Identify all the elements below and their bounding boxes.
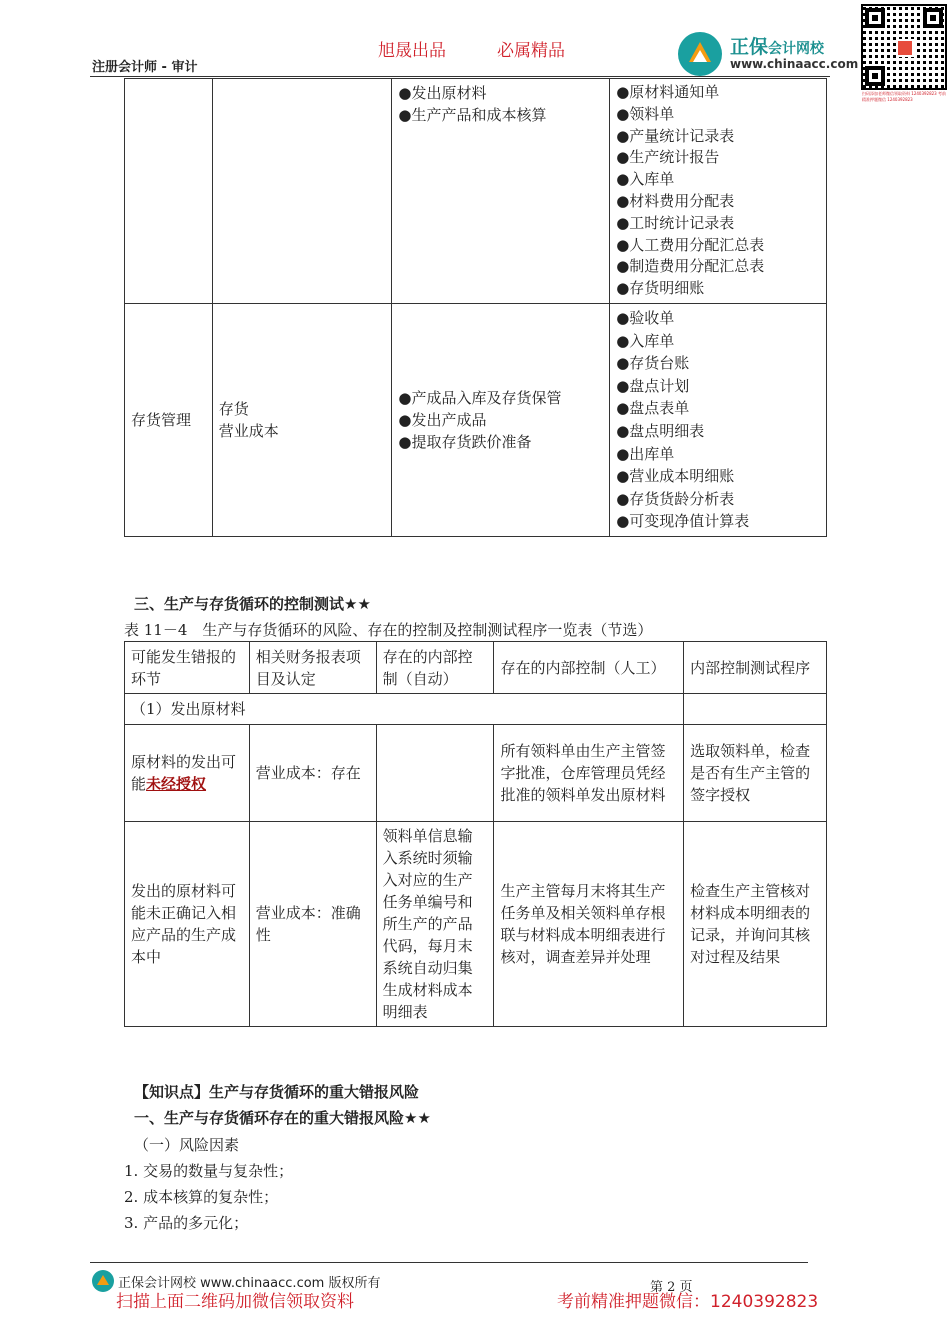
table-row: [125, 304, 827, 537]
wechat-qr-code: [861, 4, 947, 90]
table-row: [125, 79, 827, 304]
documents-cell: ●原材料通知单 ●领料单 ●产量统计记录表 ●生产统计报告 ●入库单 ●材料费用分配表 ●工时统计记录表 ●人工费用分配汇总表 ●制造费用分配汇总表 ●存货明细账: [610, 79, 827, 304]
qr-caption: 扫码添加老师微信领取资料 1240392823 考前精准押题微信 1240392823: [862, 91, 946, 102]
activities-cell: ●产成品入库及存货保管 ●发出产成品 ●提取存货跌价准备: [392, 304, 610, 537]
business-cycle-cell: 存货管理: [125, 304, 213, 537]
control-test-table: [124, 641, 827, 1027]
test-procedure-cell: 选取领料单，检查是否有生产主管的签字授权: [684, 725, 827, 822]
auto-control-cell: 领料单信息输入系统时须输入对应的生产任务单编号和所生产的产品代码，每月末系统自动归集生成材料成本明细表: [376, 822, 494, 1027]
auto-control-cell: [376, 725, 494, 822]
footer-promo-right: 考前精准押题微信：1240392823: [557, 1292, 819, 1312]
header-subject: 注册会计师 - 审计: [92, 60, 198, 75]
footer-copyright: 正保会计网校 www.chinaacc.com 版权所有: [92, 1270, 380, 1292]
list-item: 3. 产品的多元化；: [124, 1214, 249, 1232]
column-header: 相关财务报表项目及认定: [249, 642, 376, 694]
column-header: 存在的内部控制（自动）: [376, 642, 494, 694]
section-title: 三、生产与存货循环的控制测试★★: [134, 595, 371, 613]
accounts-cell: 存货 营业成本: [212, 304, 392, 537]
chinaacc-logo: [678, 30, 858, 76]
manual-control-cell: 生产主管每月末将其生产任务单及相关领料单存根联与材料成本明细表进行核对，调查差异并处理: [494, 822, 684, 1027]
header-slogan-right: 必属精品: [497, 41, 565, 61]
subheading-row: [125, 694, 827, 725]
footer-divider: [90, 1262, 808, 1263]
risk-cell: 发出的原材料可能未正确记入相应产品的生产成本中: [125, 822, 250, 1027]
column-header: 内部控制测试程序: [684, 642, 827, 694]
table-row: [125, 725, 827, 822]
list-item: 2. 成本核算的复杂性；: [124, 1188, 279, 1206]
footer-logo-icon: [92, 1270, 114, 1292]
table-row: [125, 822, 827, 1027]
page-number: 第 2 页: [650, 1280, 693, 1295]
header-divider: [90, 76, 830, 77]
risk-factors-heading: （一）风险因素: [134, 1136, 240, 1154]
logo-emblem-icon: [678, 32, 722, 76]
table-header-row: [125, 642, 827, 694]
list-item: 1. 交易的数量与复杂性；: [124, 1162, 294, 1180]
highlight-text: 未经授权: [146, 775, 207, 793]
manual-control-cell: 所有领料单由生产主管签字批准，仓库管理员凭经批准的领料单发出原材料: [494, 725, 684, 822]
footer-promo-left: 扫描上面二维码加微信领取资料: [116, 1292, 354, 1312]
risk-cell: 原材料的发出可能未经授权: [125, 725, 250, 822]
knowledge-title: 【知识点】生产与存货循环的重大错报风险: [134, 1083, 420, 1101]
test-procedure-cell: 检查生产主管核对材料成本明细表的记录，并询问其核对过程及结果: [684, 822, 827, 1027]
column-header: 可能发生错报的环节: [125, 642, 250, 694]
subheading-cell: （1）发出原材料: [125, 694, 684, 725]
knowledge-subtitle: 一、生产与存货循环存在的重大错报风险★★: [134, 1109, 431, 1127]
activities-cell: ●发出原材料 ●生产产品和成本核算: [392, 79, 610, 304]
column-header: 存在的内部控制（人工）: [494, 642, 684, 694]
documents-cell: ●验收单 ●入库单 ●存货台账 ●盘点计划 ●盘点表单 ●盘点明细表 ●出库单 ●营业成本明细账 ●存货货龄分析表 ●可变现净值计算表: [610, 304, 827, 537]
assertion-cell: 营业成本：存在: [249, 725, 376, 822]
assertion-cell: 营业成本：准确性: [249, 822, 376, 1027]
qr-logo-icon: [896, 39, 914, 57]
inventory-documents-table: [124, 78, 827, 537]
table-caption: 表 11－4 生产与存货循环的风险、存在的控制及控制测试程序一览表（节选）: [124, 621, 653, 639]
logo-text: 正保会计网校: [730, 36, 825, 58]
header-slogan-left: 旭晟出品: [378, 41, 446, 61]
logo-url: www.chinaacc.com: [730, 57, 859, 71]
